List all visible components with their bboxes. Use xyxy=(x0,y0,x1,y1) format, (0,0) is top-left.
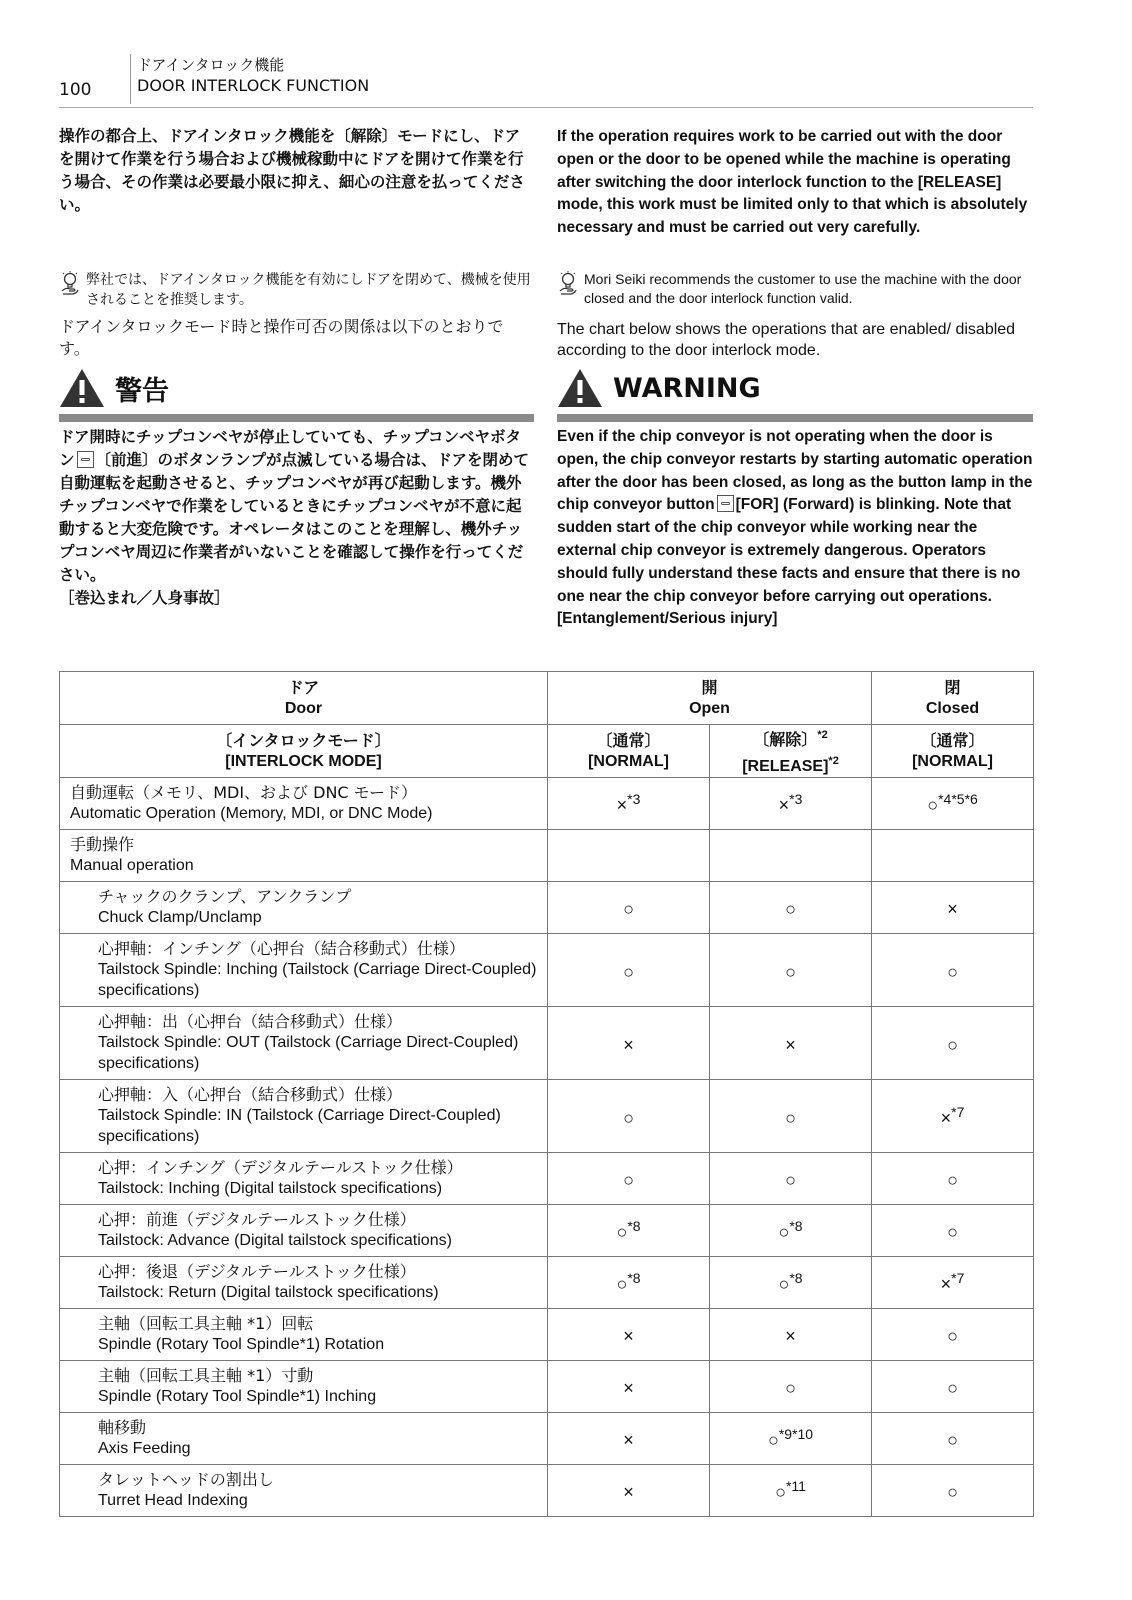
warning-jp xyxy=(59,368,534,610)
status-symbol: × xyxy=(947,899,958,919)
warning-bar xyxy=(557,414,1033,422)
status-cell xyxy=(710,1413,872,1465)
lightbulb-hand-icon xyxy=(59,270,81,296)
status-cell xyxy=(710,830,872,882)
status-symbol: ○ xyxy=(947,1430,958,1450)
operation-label-en: Spindle (Rotary Tool Spindle*1) Inching xyxy=(98,1388,377,1405)
status-symbol: ○ xyxy=(785,961,796,982)
operation-label-jp: 心押：前進（デジタルテールストック仕様） xyxy=(98,1209,416,1229)
table-row xyxy=(60,1465,1034,1517)
header-open-normal: 〔通常〕 [NORMAL] xyxy=(548,725,710,778)
status-cell xyxy=(710,1465,872,1517)
operation-label-jp: 心押軸：インチング（心押台（結合移動式）仕様） xyxy=(98,938,465,958)
footnote-ref: *8 xyxy=(789,1270,803,1286)
intro-en: If the operation requires work to be carried out with the door open or the door to be opened while the machine is operating after switching the door interlock function to the [RELEASE] mode, this work must be limited only to that which is absolutely necessary and must be carried out very carefully. xyxy=(557,128,1028,237)
status-cell xyxy=(872,882,1034,934)
page-number: 100 xyxy=(59,80,92,100)
operation-label-jp: タレットヘッドの割出し xyxy=(98,1469,274,1489)
operation-label-en: Axis Feeding xyxy=(98,1440,191,1457)
operation-label xyxy=(60,1007,548,1080)
operation-label-en: Manual operation xyxy=(70,857,194,874)
note-en-text: Mori Seiki recommends the customer to use the machine with the door closed and the door interlock function valid. xyxy=(584,271,1022,306)
note-jp-block xyxy=(59,270,534,310)
status-cell xyxy=(548,1080,710,1153)
status-cell xyxy=(710,1007,872,1080)
status-symbol: × xyxy=(623,1326,634,1346)
operation-label xyxy=(60,1080,548,1153)
status-cell xyxy=(710,1361,872,1413)
operation-label-jp: 手動操作 xyxy=(70,834,135,854)
status-symbol: × xyxy=(623,1482,634,1502)
header-closed: 閉 Closed xyxy=(872,672,1034,725)
status-cell xyxy=(872,1361,1034,1413)
operation-label-en: Chuck Clamp/Unclamp xyxy=(98,909,262,926)
status-cell xyxy=(548,1465,710,1517)
table-row xyxy=(60,1309,1034,1361)
status-cell xyxy=(548,882,710,934)
footnote-ref: *3 xyxy=(627,791,641,807)
status-cell xyxy=(710,778,872,830)
warning-title-en-row xyxy=(557,368,1033,408)
operation-label-jp: 主軸（回転工具主軸 *1）回転 xyxy=(98,1313,314,1333)
status-symbol: ○ xyxy=(785,899,796,919)
warning-text-en: Even if the chip conveyor is not operating when the door is open, the chip conveyor restarts by starting automatic operation after the door has been closed, as long as the button lamp in the chip conveyor button [FOR] (Forward) is blinking. Note that sudden start of the chip conveyor while working near the external chip conveyor is extremely dangerous. Operators should fully understand these facts and ensure that there is no one near the chip conveyor before carrying out operations. [Entanglement/Serious injury] xyxy=(557,428,1033,628)
status-symbol: ○ xyxy=(616,1222,628,1242)
operation-label xyxy=(60,1309,548,1361)
status-symbol: × xyxy=(623,1034,634,1055)
header-open-release: 〔解除〕$^{*2}$ [RELEASE]$^{*2}$ xyxy=(710,725,872,778)
header-divider xyxy=(130,54,131,104)
header-open: 開 Open xyxy=(548,672,872,725)
status-symbol: ○ xyxy=(623,961,634,982)
status-cell xyxy=(872,1205,1034,1257)
warning-triangle-icon xyxy=(557,368,603,408)
header-closed-normal: 〔通常〕 [NORMAL] xyxy=(872,725,1034,778)
status-symbol: × xyxy=(785,1326,796,1346)
header-title-en: DOOR INTERLOCK FUNCTION xyxy=(137,76,370,95)
status-cell xyxy=(710,882,872,934)
footnote-ref: *8 xyxy=(627,1218,641,1234)
operation-label-jp: 心押軸：入（心押台（結合移動式）仕様） xyxy=(98,1084,403,1104)
warning-title-jp-row xyxy=(59,368,534,408)
operation-label-en: Tailstock Spindle: OUT (Tailstock (Carriage Direct-Coupled) specifications) xyxy=(98,1034,519,1072)
status-cell xyxy=(710,934,872,1007)
status-symbol: × xyxy=(623,1378,634,1398)
operation-label-jp: 主軸（回転工具主軸 *1）寸動 xyxy=(98,1365,314,1385)
operation-label-jp: 心押軸：出（心押台（結合移動式）仕様） xyxy=(98,1011,403,1031)
operation-label-jp: 心押：インチング（デジタルテールストック仕様） xyxy=(98,1157,463,1177)
operation-label xyxy=(60,1257,548,1309)
operation-label-jp: チャックのクランプ、アンクランプ xyxy=(98,886,352,906)
header-interlock-mode: 〔インタロックモード〕 [INTERLOCK MODE] xyxy=(60,725,548,778)
table-header-row-door xyxy=(60,672,1034,725)
status-cell xyxy=(710,1153,872,1205)
status-cell xyxy=(872,778,1034,830)
table-row xyxy=(60,1205,1034,1257)
status-symbol: × xyxy=(778,795,790,815)
status-cell xyxy=(548,1309,710,1361)
operation-label-en: Tailstock: Return (Digital tailstock specifications) xyxy=(98,1284,439,1301)
header-rule xyxy=(59,107,1033,108)
status-symbol: ○ xyxy=(623,1170,634,1190)
operation-label xyxy=(60,882,548,934)
status-cell xyxy=(548,830,710,882)
status-cell xyxy=(548,934,710,1007)
chart-intro-jp: ドアインタロックモード時と操作可否の関係は以下のとおりです。 xyxy=(59,317,504,358)
table-row xyxy=(60,778,1034,830)
footnote-ref: *7 xyxy=(951,1270,965,1286)
operation-label xyxy=(60,1361,548,1413)
table-row xyxy=(60,1080,1034,1153)
status-cell xyxy=(548,1361,710,1413)
warning-tag-jp: ［巻込まれ／人身事故］ xyxy=(59,589,230,607)
table-row xyxy=(60,830,1034,882)
status-cell xyxy=(548,1153,710,1205)
operation-label xyxy=(60,830,548,882)
status-symbol: ○ xyxy=(616,1274,628,1294)
chart-intro-en: The chart below shows the operations that are enabled/ disabled according to the door interlock mode. xyxy=(557,321,1016,359)
warning-bar xyxy=(59,414,534,422)
table-row xyxy=(60,1153,1034,1205)
status-symbol: ○ xyxy=(623,899,634,919)
note-jp-text: 弊社では、ドアインタロック機能を有効にしドアを閉めて、機械を使用されることを推奨します。 xyxy=(86,272,531,308)
status-cell xyxy=(872,1465,1034,1517)
footnote-ref: *9*10 xyxy=(778,1426,814,1442)
status-cell xyxy=(548,1205,710,1257)
status-cell xyxy=(548,1007,710,1080)
operation-label-en: Tailstock Spindle: IN (Tailstock (Carriage Direct-Coupled) specifications) xyxy=(98,1107,501,1145)
status-cell xyxy=(872,1257,1034,1309)
warning-title-jp: 警告 xyxy=(115,375,169,407)
table-row xyxy=(60,934,1034,1007)
warning-triangle-icon xyxy=(59,368,105,408)
warning-tag-en: [Entanglement/Serious injury] xyxy=(557,610,778,628)
status-cell xyxy=(710,1309,872,1361)
status-symbol: ○ xyxy=(947,1170,958,1190)
status-symbol: × xyxy=(623,1430,634,1450)
footnote-ref: *11 xyxy=(785,1478,806,1494)
status-symbol: × xyxy=(616,795,628,815)
status-symbol: ○ xyxy=(947,1034,958,1055)
status-cell xyxy=(548,1257,710,1309)
status-symbol: ○ xyxy=(767,1430,779,1450)
warning-title-en: WARNING xyxy=(613,372,761,404)
status-cell xyxy=(872,1080,1034,1153)
status-cell xyxy=(872,1309,1034,1361)
lightbulb-hand-icon xyxy=(557,270,579,296)
status-symbol: ○ xyxy=(927,795,939,815)
operation-label-en: Spindle (Rotary Tool Spindle*1) Rotation xyxy=(98,1336,385,1353)
operation-label-en: Turret Head Indexing xyxy=(98,1492,248,1509)
status-symbol: ○ xyxy=(947,1326,958,1346)
status-symbol: ○ xyxy=(623,1107,634,1128)
status-cell xyxy=(710,1080,872,1153)
header-title-jp: ドアインタロック機能 xyxy=(137,56,285,74)
status-symbol: × xyxy=(940,1107,952,1128)
status-cell xyxy=(710,1205,872,1257)
status-cell xyxy=(872,1153,1034,1205)
chip-conveyor-forward-icon xyxy=(77,451,94,468)
warning-text-jp: ドア開時にチップコンベヤが停止していても、チップコンベヤボタン 〔前進〕のボタンランプが点滅している場合は、ドアを閉めて自動運転を起動させると、チップコンベヤが再び起動します。機外チップコンベヤで作業をしているときにチップコンベヤが不意に起動すると大変危険です。オペレータはこのことを理解し、機外チップコンベヤ周辺に作業者がいないことを確認して操作を行ってください。 ［巻込まれ／人身事故］ xyxy=(59,428,530,607)
footnote-ref: *7 xyxy=(951,1103,965,1120)
status-symbol: ○ xyxy=(778,1274,790,1294)
table-row xyxy=(60,1257,1034,1309)
status-cell xyxy=(548,778,710,830)
interlock-table xyxy=(59,671,1034,1517)
table-row xyxy=(60,1413,1034,1465)
status-cell xyxy=(548,1413,710,1465)
status-cell xyxy=(872,1007,1034,1080)
status-symbol: ○ xyxy=(947,1222,958,1242)
status-symbol: ○ xyxy=(947,1378,958,1398)
footnote-ref: *8 xyxy=(789,1218,803,1234)
operation-label-jp: 心押：後退（デジタルテールストック仕様） xyxy=(98,1261,416,1281)
operation-label xyxy=(60,1205,548,1257)
operation-label xyxy=(60,1413,548,1465)
operation-label-en: Tailstock Spindle: Inching (Tailstock (Carriage Direct-Coupled) specifications) xyxy=(98,961,537,999)
status-symbol: ○ xyxy=(778,1222,790,1242)
chip-conveyor-forward-icon xyxy=(717,495,734,512)
operation-label-en: Automatic Operation (Memory, MDI, or DNC Mode) xyxy=(70,805,433,822)
footnote-ref: *4*5*6 xyxy=(938,791,978,807)
note-en-block xyxy=(557,270,1033,308)
intro-jp: 操作の都合上、ドアインタロック機能を〔解除〕モードにし、ドアを開けて作業を行う場合および機械稼動中にドアを開けて作業を行う場合、その作業は必要最小限に抑え、細心の注意を払ってください。 xyxy=(59,127,525,214)
footnote-ref: *3 xyxy=(789,791,803,807)
status-cell xyxy=(872,934,1034,1007)
table-row xyxy=(60,882,1034,934)
operation-label xyxy=(60,778,548,830)
status-symbol: ○ xyxy=(785,1378,796,1398)
status-symbol: × xyxy=(785,1034,796,1055)
table-header-row-mode xyxy=(60,725,1034,778)
header-door: ドア Door xyxy=(60,672,548,725)
operation-label xyxy=(60,1465,548,1517)
table-body xyxy=(60,778,1034,1517)
table-row xyxy=(60,1361,1034,1413)
warning-en xyxy=(557,368,1033,631)
operation-label-en: Tailstock: Advance (Digital tailstock specifications) xyxy=(98,1232,452,1249)
footnote-ref: *8 xyxy=(627,1270,641,1286)
status-symbol: ○ xyxy=(775,1482,786,1502)
status-cell xyxy=(872,1413,1034,1465)
operation-label-en: Tailstock: Inching (Digital tailstock specifications) xyxy=(98,1180,443,1197)
operation-label xyxy=(60,934,548,1007)
status-symbol: ○ xyxy=(947,1482,958,1502)
status-cell xyxy=(710,1257,872,1309)
status-symbol: ○ xyxy=(785,1107,796,1128)
status-symbol: ○ xyxy=(785,1170,796,1190)
status-symbol: × xyxy=(940,1274,952,1294)
operation-label xyxy=(60,1153,548,1205)
operation-label-jp: 軸移動 xyxy=(98,1417,147,1437)
status-cell xyxy=(872,830,1034,882)
status-symbol: ○ xyxy=(947,961,958,982)
operation-label-jp: 自動運転（メモリ、MDI、および DNC モード） xyxy=(70,782,418,802)
table-row xyxy=(60,1007,1034,1080)
